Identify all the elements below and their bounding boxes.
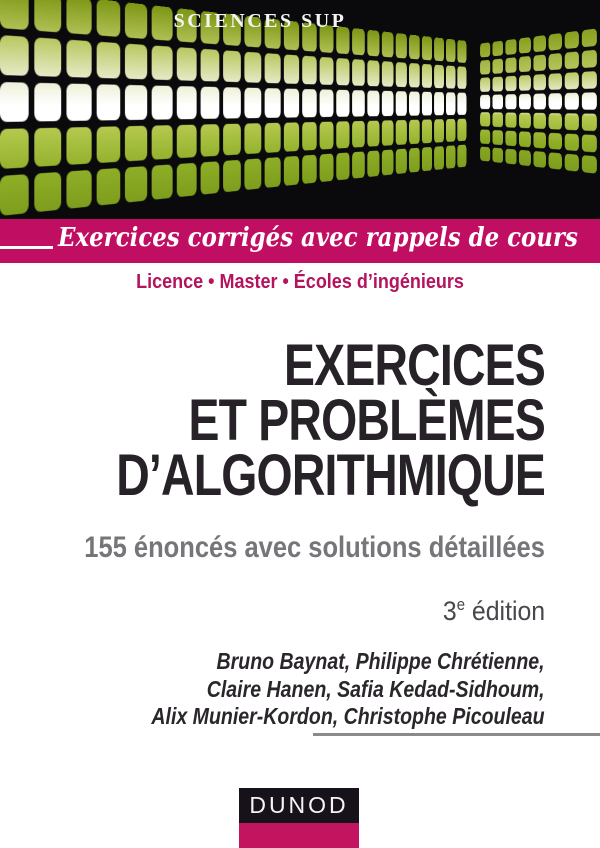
- authors-block: [152, 648, 545, 731]
- book-subtitle: 155 énoncés avec solutions détaillées: [84, 531, 545, 564]
- tagline-text: Exercices corrigés avec rappels de cours: [58, 223, 578, 253]
- title-line-2: ET PROBLÈMES: [188, 388, 545, 453]
- title-line-3: D’ALGORITHMIQUE: [116, 443, 545, 508]
- publisher-logo-black-box: [239, 788, 359, 823]
- cover-header-art: [0, 0, 600, 219]
- book-title: [116, 333, 545, 508]
- publisher-logo-magenta-box: [239, 823, 359, 848]
- publisher-logo: [239, 788, 359, 848]
- title-line-1: EXERCICES: [284, 333, 545, 398]
- banner-dash-decoration: [0, 246, 53, 249]
- tagline-banner: [0, 219, 600, 263]
- edition-number: 3: [442, 596, 457, 626]
- authors-line-3: Alix Munier-Kordon, Christophe Picouleau: [151, 703, 545, 729]
- collection-name: SCIENCES SUP: [173, 10, 347, 32]
- edition-ordinal-suffix: e: [456, 596, 465, 614]
- authors-line-2: Claire Hanen, Safia Kedad-Sidhoum,: [207, 675, 545, 702]
- edition-word: édition: [464, 596, 545, 626]
- publisher-name: DUNOD: [249, 792, 349, 818]
- perspective-tile-wall-right: [480, 28, 600, 178]
- footer-divider-rule: [313, 733, 600, 736]
- authors-line-1: Bruno Baynat, Philippe Chrétienne,: [216, 648, 545, 674]
- edition-label: [443, 596, 545, 627]
- audience-line: Licence • Master • Écoles d’ingénieurs: [136, 271, 464, 293]
